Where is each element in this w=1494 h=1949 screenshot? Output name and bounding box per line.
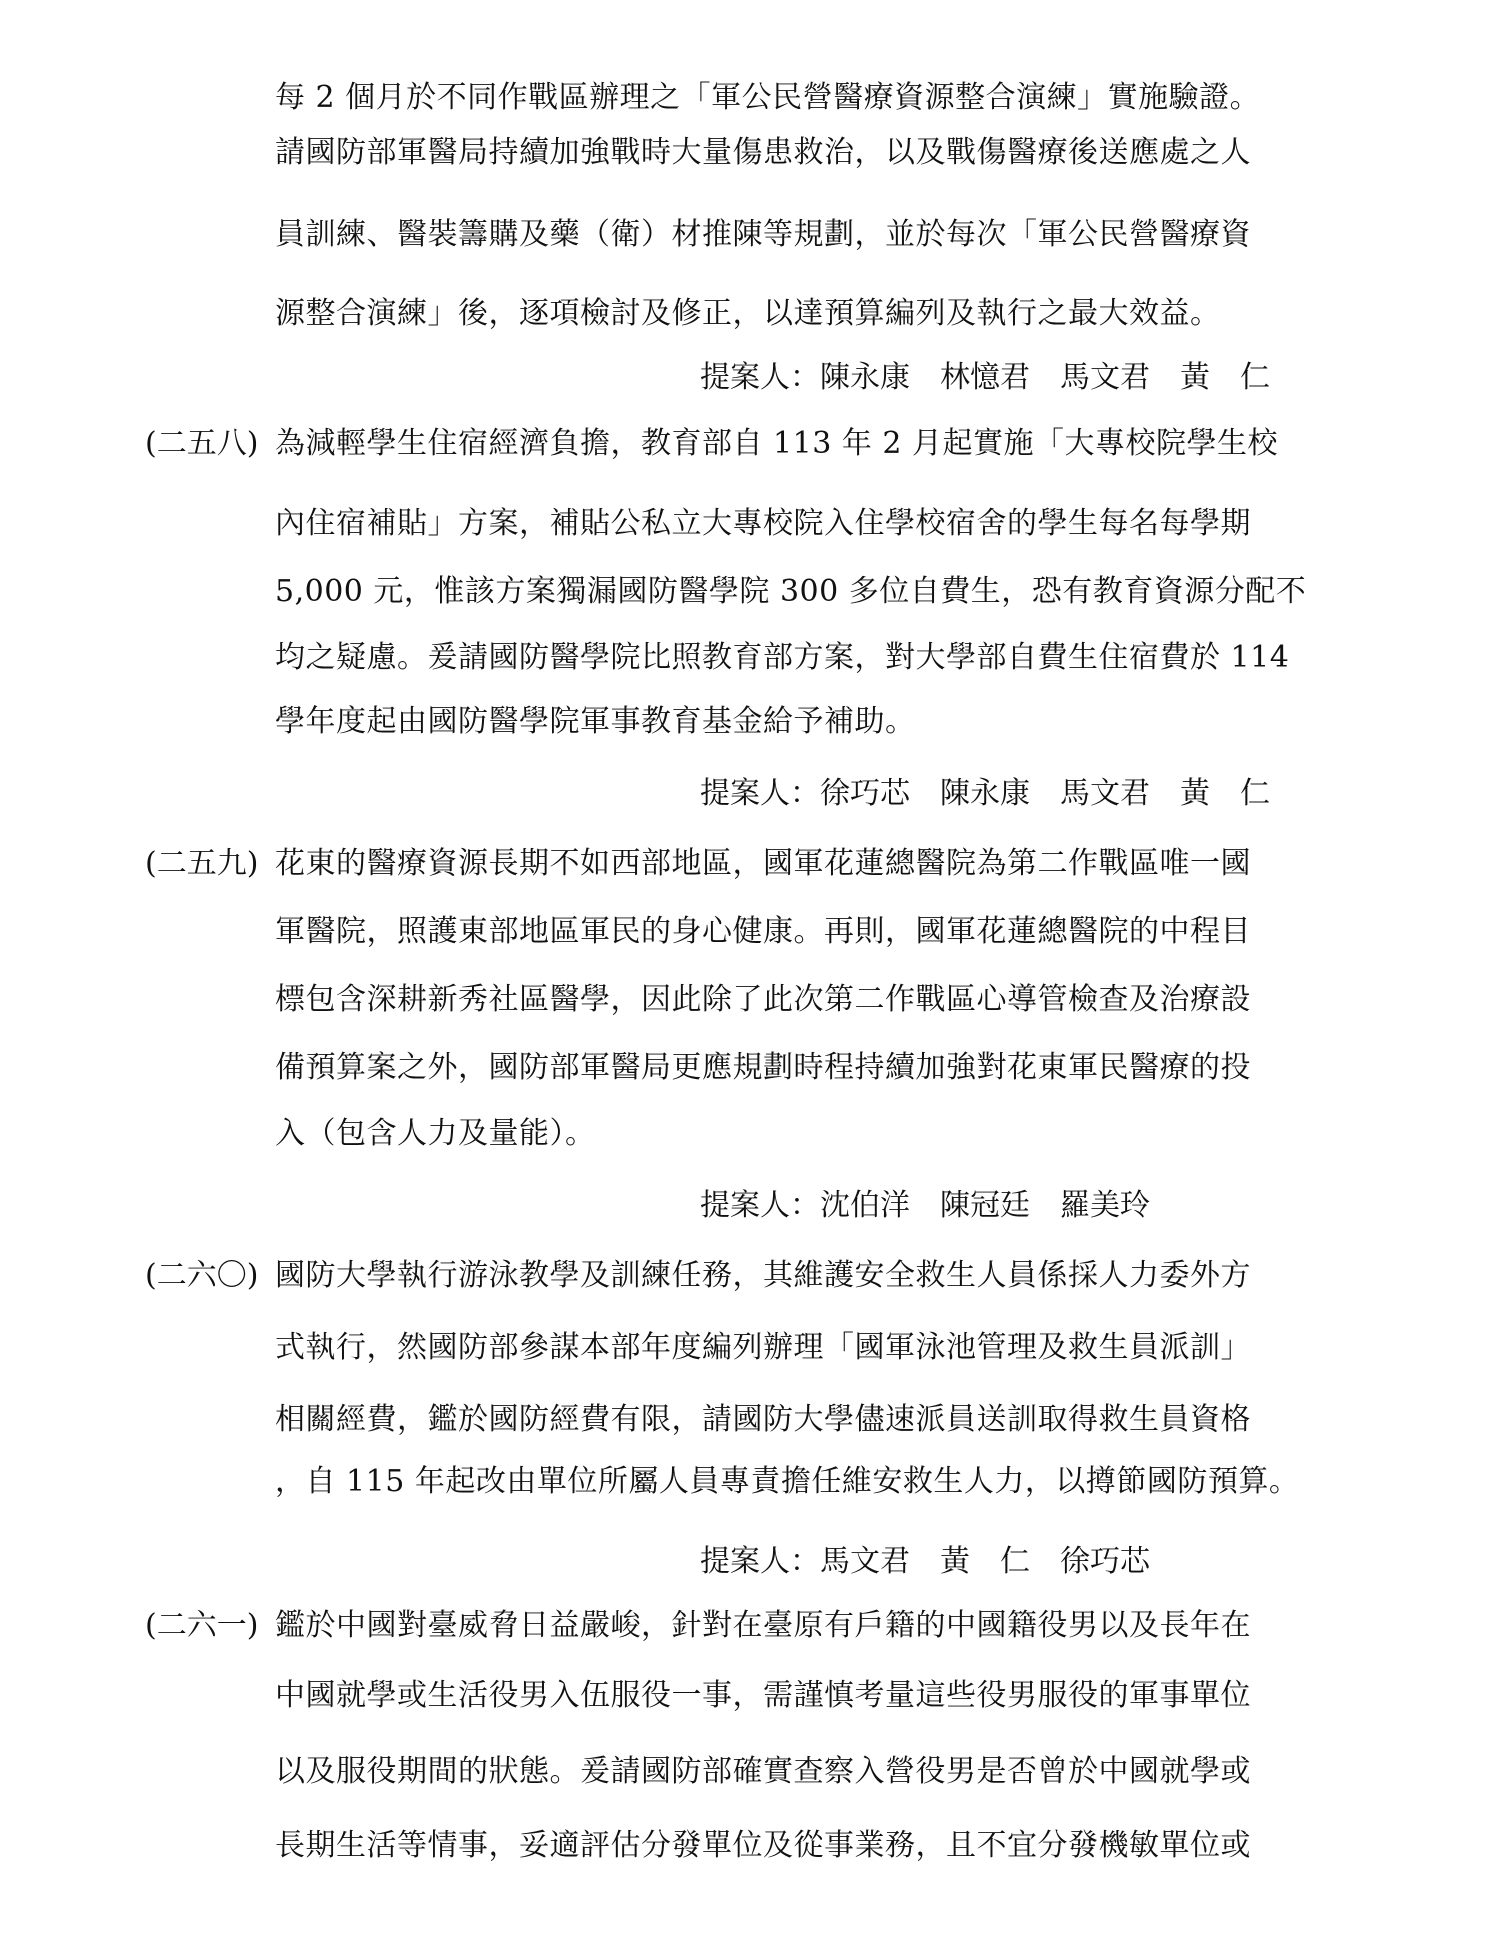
item-number: (二六一) <box>145 1608 259 1643</box>
paragraph-line: 入（包含人力及量能）。 <box>275 1116 596 1151</box>
paragraph-line: 軍醫院，照護東部地區軍民的身心健康。再則，國軍花蓮總醫院的中程目 <box>275 914 1251 949</box>
paragraph-line: 相關經費，鑑於國防經費有限，請國防大學儘速派員送訓取得救生員資格 <box>275 1402 1251 1437</box>
paragraph-line: 5,000 元，惟該方案獨漏國防醫學院 300 多位自費生，恐有教育資源分配不 <box>275 574 1307 609</box>
item-number: (二六〇) <box>145 1258 259 1293</box>
paragraph-line: 式執行，然國防部參謀本部年度編列辦理「國軍泳池管理及救生員派訓」 <box>275 1330 1251 1365</box>
proposers: 提案人：馬文君 黃 仁 徐巧芯 <box>700 1544 1150 1579</box>
paragraph-line: 長期生活等情事，妥適評估分發單位及從事業務，且不宜分發機敏單位或 <box>275 1828 1251 1863</box>
paragraph-line: 國防大學執行游泳教學及訓練任務，其維護安全救生人員係採人力委外方 <box>275 1258 1251 1293</box>
paragraph-line: 請國防部軍醫局持續加強戰時大量傷患救治，以及戰傷醫療後送應處之人 <box>275 135 1251 170</box>
proposers: 提案人：沈伯洋 陳冠廷 羅美玲 <box>700 1188 1150 1223</box>
paragraph-line: 內住宿補貼」方案，補貼公私立大專校院入住學校宿舍的學生每名每學期 <box>275 506 1251 541</box>
proposers: 提案人：徐巧芯 陳永康 馬文君 黃 仁 <box>700 776 1270 811</box>
paragraph-line: 標包含深耕新秀社區醫學，因此除了此次第二作戰區心導管檢查及治療設 <box>275 982 1251 1017</box>
item-number: (二五九) <box>145 846 259 881</box>
paragraph-line: 員訓練、醫裝籌購及藥（衛）材推陳等規劃，並於每次「軍公民營醫療資 <box>275 217 1251 252</box>
paragraph-line: 均之疑慮。爰請國防醫學院比照教育部方案，對大學部自費生住宿費於 114 <box>275 640 1290 675</box>
paragraph-line: 花東的醫療資源長期不如西部地區，國軍花蓮總醫院為第二作戰區唯一國 <box>275 846 1251 881</box>
paragraph-line: ，自 115 年起改由單位所屬人員專責擔任維安救生人力，以撙節國防預算。 <box>275 1464 1300 1499</box>
paragraph-line: 中國就學或生活役男入伍服役一事，需謹慎考量這些役男服役的軍事單位 <box>275 1678 1251 1713</box>
paragraph-line: 每 2 個月於不同作戰區辦理之「軍公民營醫療資源整合演練」實施驗證。 <box>275 80 1261 115</box>
paragraph-line: 備預算案之外，國防部軍醫局更應規劃時程持續加強對花東軍民醫療的投 <box>275 1050 1251 1085</box>
paragraph-line: 源整合演練」後，逐項檢討及修正，以達預算編列及執行之最大效益。 <box>275 296 1221 331</box>
paragraph-line: 為減輕學生住宿經濟負擔，教育部自 113 年 2 月起實施「大專校院學生校 <box>275 426 1278 461</box>
paragraph-line: 鑑於中國對臺威脅日益嚴峻，針對在臺原有戶籍的中國籍役男以及長年在 <box>275 1608 1251 1643</box>
paragraph-line: 以及服役期間的狀態。爰請國防部確實查察入營役男是否曾於中國就學或 <box>275 1754 1251 1789</box>
item-number: (二五八) <box>145 426 259 461</box>
paragraph-line: 學年度起由國防醫學院軍事教育基金給予補助。 <box>275 704 916 739</box>
proposers: 提案人：陳永康 林憶君 馬文君 黃 仁 <box>700 360 1270 395</box>
